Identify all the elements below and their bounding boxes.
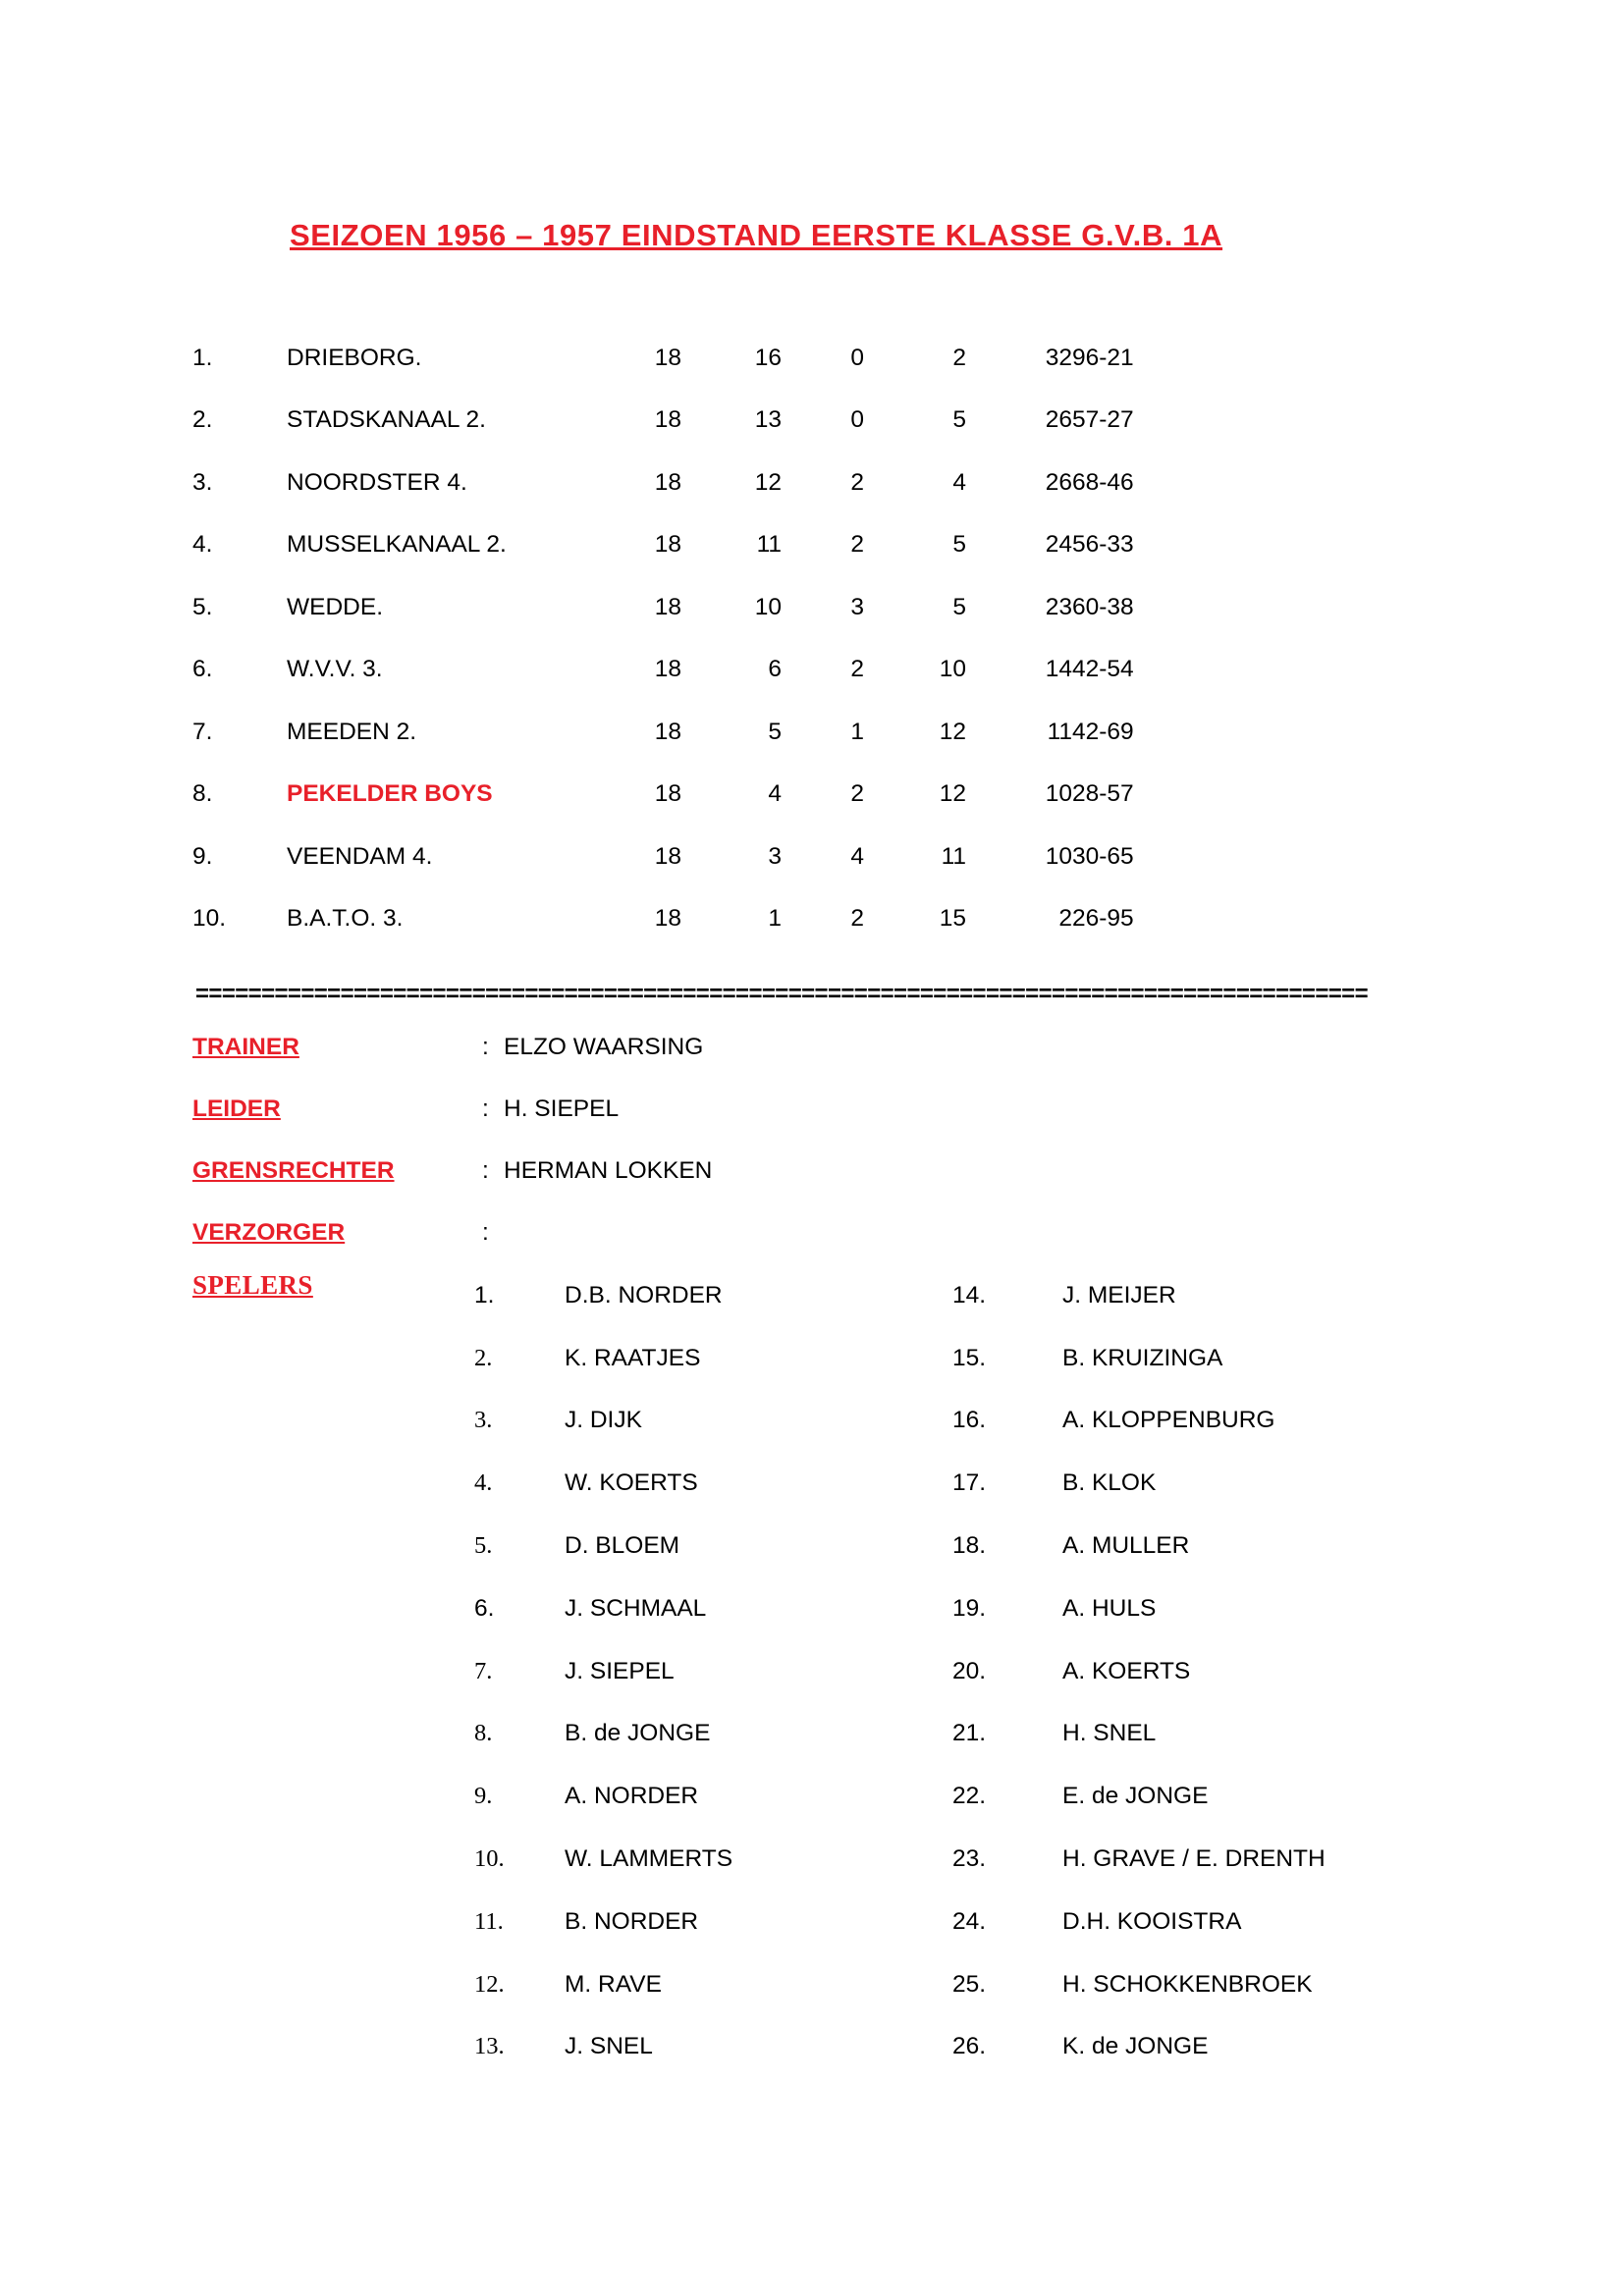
page-title: SEIZOEN 1956 – 1957 EINDSTAND EERSTE KLASSE G.V.B. 1A <box>290 218 1223 252</box>
standings-drawn: 4 <box>850 842 864 870</box>
player-number: 20. <box>952 1657 987 1684</box>
standings-drawn: 2 <box>850 531 864 559</box>
player-number: 25. <box>952 1970 987 1998</box>
standings-played: 18 <box>654 344 681 371</box>
staff-role-label: TRAINER <box>192 1033 299 1060</box>
staff-person-name <box>504 1201 712 1263</box>
player-name: B. NORDER <box>565 1907 699 1935</box>
player-number: 26. <box>952 2033 987 2060</box>
staff-role-label: GRENSRECHTER <box>192 1156 395 1184</box>
standings-position: 10. <box>192 905 227 933</box>
standings-position: 3. <box>192 468 213 496</box>
standings-played: 18 <box>654 656 681 683</box>
player-number: 7. <box>474 1657 493 1684</box>
player-name: J. SCHMAAL <box>565 1594 707 1622</box>
standings-row <box>192 639 1229 702</box>
standings-goals: 42-54 <box>1072 656 1134 683</box>
player-number: 17. <box>952 1469 987 1497</box>
standings-points: 10 <box>1045 780 1072 808</box>
player-name: J. DIJK <box>565 1407 642 1434</box>
standings-row <box>192 327 1229 390</box>
standings-table-body <box>192 327 1229 950</box>
player-name: A. KLOPPENBURG <box>1062 1407 1275 1434</box>
staff-row <box>192 1016 712 1078</box>
standings-row <box>192 514 1229 577</box>
player-row <box>474 1891 1326 1953</box>
player-row <box>474 1390 1326 1453</box>
staff-colon: : <box>482 1156 489 1184</box>
standings-drawn: 2 <box>850 780 864 808</box>
standings-points: 2 <box>1058 905 1072 933</box>
standings-points: 26 <box>1045 406 1072 434</box>
player-name: J. SIEPEL <box>565 1657 675 1684</box>
players-section-label: SPELERS <box>192 1270 313 1300</box>
player-row <box>474 1640 1326 1703</box>
staff-person-name: HERMAN LOKKEN <box>504 1156 713 1184</box>
player-number: 15. <box>952 1344 987 1371</box>
standings-points: 24 <box>1045 531 1072 559</box>
player-row <box>474 1703 1326 1766</box>
staff-colon: : <box>482 1218 489 1246</box>
player-number: 23. <box>952 1845 987 1873</box>
standings-position: 5. <box>192 593 213 620</box>
staff-row <box>192 1078 712 1140</box>
player-name: M. RAVE <box>565 1970 662 1998</box>
player-name: H. GRAVE / E. DRENTH <box>1062 1845 1326 1873</box>
player-number: 14. <box>952 1281 987 1308</box>
player-name: D.H. KOOISTRA <box>1062 1907 1242 1935</box>
standings-points: 14 <box>1045 656 1072 683</box>
player-number: 13. <box>474 2033 505 2060</box>
standings-lost: 12 <box>939 780 966 808</box>
standings-goals: 42-69 <box>1072 718 1134 745</box>
staff-role-label: VERZORGER <box>192 1218 346 1246</box>
standings-won: 4 <box>768 780 782 808</box>
standings-team-name: PEKELDER BOYS <box>287 780 493 808</box>
standings-position: 9. <box>192 842 213 870</box>
player-number: 3. <box>474 1407 493 1434</box>
staff-table-body <box>192 1016 712 1263</box>
standings-team-name: B.A.T.O. 3. <box>287 905 404 933</box>
standings-lost: 5 <box>952 406 966 434</box>
staff-person-name: ELZO WAARSING <box>504 1033 704 1060</box>
standings-won: 13 <box>754 406 782 434</box>
standings-goals: 28-57 <box>1072 780 1134 808</box>
player-row <box>474 2016 1326 2079</box>
standings-goals: 26-95 <box>1072 905 1134 933</box>
standings-won: 12 <box>754 468 782 496</box>
standings-goals: 30-65 <box>1072 842 1134 870</box>
standings-won: 10 <box>754 593 782 620</box>
player-name: B. KRUIZINGA <box>1062 1344 1223 1371</box>
standings-team-name: NOORDSTER 4. <box>287 468 467 496</box>
player-number: 19. <box>952 1594 987 1622</box>
player-name: B. KLOK <box>1062 1469 1157 1497</box>
standings-position: 7. <box>192 718 213 745</box>
standings-row <box>192 826 1229 888</box>
staff-row <box>192 1140 712 1201</box>
player-number: 8. <box>474 1720 493 1747</box>
standings-played: 18 <box>654 780 681 808</box>
staff-row <box>192 1201 712 1263</box>
standings-lost: 10 <box>939 656 966 683</box>
player-name: A. HULS <box>1062 1594 1157 1622</box>
player-name: A. MULLER <box>1062 1532 1190 1560</box>
player-name: K. RAATJES <box>565 1344 701 1371</box>
player-name: H. SNEL <box>1062 1720 1157 1747</box>
standings-won: 16 <box>754 344 782 371</box>
standings-lost: 5 <box>952 593 966 620</box>
standings-played: 18 <box>654 593 681 620</box>
standings-row <box>192 452 1229 514</box>
staff-table <box>192 1016 712 1263</box>
player-row <box>474 1577 1326 1640</box>
standings-played: 18 <box>654 718 681 745</box>
standings-won: 1 <box>768 905 782 933</box>
standings-drawn: 2 <box>850 905 864 933</box>
section-separator: ========================================================================================= <box>195 984 1368 1005</box>
standings-row <box>192 764 1229 827</box>
standings-team-name: MEEDEN 2. <box>287 718 417 745</box>
player-row <box>474 1264 1326 1327</box>
player-number: 9. <box>474 1783 493 1810</box>
standings-row <box>192 390 1229 453</box>
standings-position: 6. <box>192 656 213 683</box>
player-number: 24. <box>952 1907 987 1935</box>
standings-lost: 4 <box>952 468 966 496</box>
standings-lost: 15 <box>939 905 966 933</box>
player-name: W. LAMMERTS <box>565 1845 733 1873</box>
standings-position: 2. <box>192 406 213 434</box>
player-name: W. KOERTS <box>565 1469 698 1497</box>
player-name: B. de JONGE <box>565 1720 711 1747</box>
standings-goals: 96-21 <box>1072 344 1134 371</box>
standings-won: 5 <box>768 718 782 745</box>
standings-goals: 57-27 <box>1072 406 1134 434</box>
player-name: K. de JONGE <box>1062 2033 1209 2060</box>
player-name: J. MEIJER <box>1062 1281 1176 1308</box>
standings-played: 18 <box>654 842 681 870</box>
player-name: D.B. NORDER <box>565 1281 723 1308</box>
standings-played: 18 <box>654 905 681 933</box>
standings-points: 23 <box>1045 593 1072 620</box>
standings-won: 6 <box>768 656 782 683</box>
standings-lost: 2 <box>952 344 966 371</box>
player-number: 12. <box>474 1970 505 1998</box>
standings-position: 8. <box>192 780 213 808</box>
standings-team-name: VEENDAM 4. <box>287 842 433 870</box>
standings-lost: 5 <box>952 531 966 559</box>
standings-goals: 68-46 <box>1072 468 1134 496</box>
standings-played: 18 <box>654 531 681 559</box>
standings-position: 1. <box>192 344 213 371</box>
standings-goals: 56-33 <box>1072 531 1134 559</box>
standings-points: 26 <box>1045 468 1072 496</box>
standings-drawn: 1 <box>850 718 864 745</box>
player-row <box>474 1452 1326 1515</box>
player-number: 4. <box>474 1469 493 1497</box>
staff-colon: : <box>482 1033 489 1060</box>
standings-team-name: WEDDE. <box>287 593 383 620</box>
standings-row <box>192 888 1229 951</box>
player-number: 21. <box>952 1720 987 1747</box>
player-name: J. SNEL <box>565 2033 653 2060</box>
standings-position: 4. <box>192 531 213 559</box>
player-number: 6. <box>474 1594 495 1622</box>
player-row <box>474 1828 1326 1891</box>
player-name: H. SCHOKKENBROEK <box>1062 1970 1313 1998</box>
standings-table <box>192 327 1229 950</box>
player-name: E. de JONGE <box>1062 1783 1209 1810</box>
standings-played: 18 <box>654 468 681 496</box>
player-number: 11. <box>474 1907 504 1935</box>
player-row <box>474 1327 1326 1390</box>
player-number: 10. <box>474 1845 505 1873</box>
staff-role-label: LEIDER <box>192 1095 281 1122</box>
standings-points: 10 <box>1045 842 1072 870</box>
standings-team-name: MUSSELKANAAL 2. <box>287 531 507 559</box>
standings-team-name: W.V.V. 3. <box>287 656 383 683</box>
player-name: A. NORDER <box>565 1783 699 1810</box>
standings-row <box>192 701 1229 764</box>
standings-row <box>192 576 1229 639</box>
player-number: 1. <box>474 1281 495 1308</box>
player-name: D. BLOEM <box>565 1532 680 1560</box>
players-table-body <box>474 1264 1326 2078</box>
player-number: 5. <box>474 1532 493 1560</box>
standings-goals: 60-38 <box>1072 593 1134 620</box>
standings-points: 32 <box>1045 344 1072 371</box>
standings-team-name: DRIEBORG. <box>287 344 422 371</box>
staff-colon: : <box>482 1095 489 1122</box>
standings-points: 11 <box>1047 718 1072 745</box>
standings-drawn: 2 <box>850 468 864 496</box>
player-number: 18. <box>952 1532 987 1560</box>
standings-drawn: 2 <box>850 656 864 683</box>
player-row <box>474 1515 1326 1577</box>
players-table <box>474 1264 1326 2078</box>
standings-team-name: STADSKANAAL 2. <box>287 406 486 434</box>
standings-drawn: 3 <box>850 593 864 620</box>
standings-lost: 12 <box>939 718 966 745</box>
staff-person-name: H. SIEPEL <box>504 1095 620 1122</box>
player-number: 2. <box>474 1344 493 1371</box>
standings-drawn: 0 <box>850 344 864 371</box>
standings-won: 3 <box>768 842 782 870</box>
player-name: A. KOERTS <box>1062 1657 1191 1684</box>
standings-won: 11 <box>756 531 782 559</box>
standings-played: 18 <box>654 406 681 434</box>
player-number: 22. <box>952 1783 987 1810</box>
player-row <box>474 1953 1326 2016</box>
player-number: 16. <box>952 1407 987 1434</box>
standings-drawn: 0 <box>850 406 864 434</box>
standings-lost: 11 <box>941 842 966 870</box>
player-row <box>474 1765 1326 1828</box>
